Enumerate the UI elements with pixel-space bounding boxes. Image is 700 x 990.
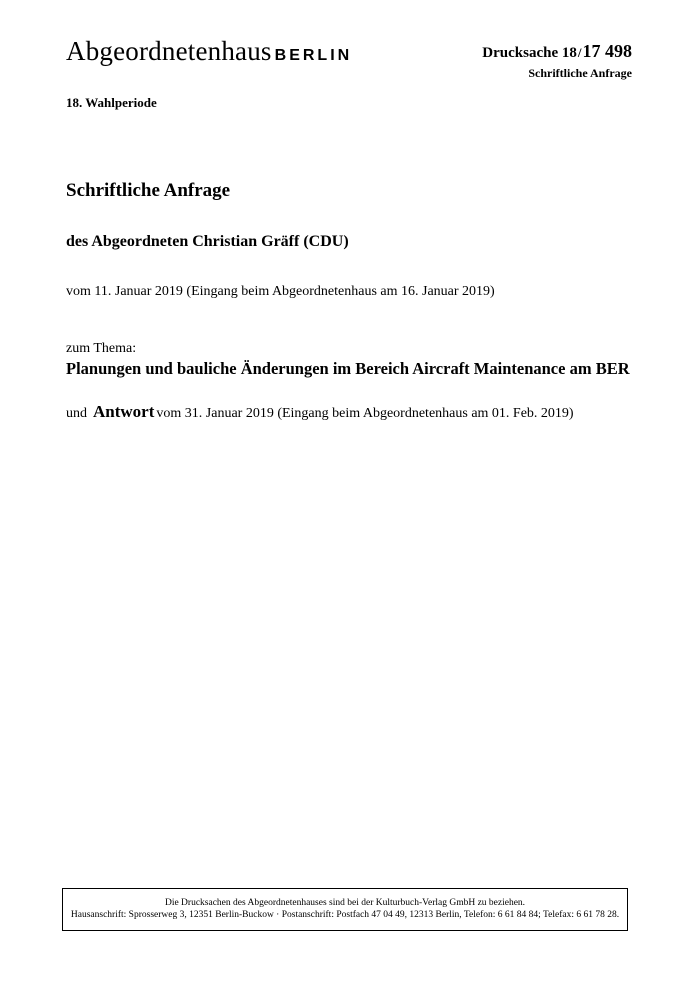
document-number: 17 498 [582, 41, 632, 61]
author-line: des Abgeordneten Christian Gräff (CDU) [66, 233, 349, 250]
answer-line [66, 402, 574, 422]
page-title: Schriftliche Anfrage [66, 180, 231, 201]
answer-word: Antwort [93, 402, 155, 421]
topic-label: zum Thema: [66, 341, 137, 356]
inquiry-date-line: vom 11. Januar 2019 (Eingang beim Abgeordnetenhaus am 16. Januar 2019) [66, 284, 495, 299]
footer-line-2: Hausanschrift: Sprosserweg 3, 12351 Berlin-Buckow · Postanschrift: Postfach 47 04 49, 12313 Berlin, Telefon: 6 61 84 84; Telefax: 6 61 78 28. [70, 910, 620, 920]
answer-date: vom 31. Januar 2019 (Eingang beim Abgeordnetenhaus am 01. Feb. 2019) [156, 406, 574, 421]
legislative-period: 18. Wahlperiode [66, 95, 157, 110]
parliament-logo [66, 38, 352, 65]
document-label: Drucksache 18 [482, 45, 577, 61]
document-type: Schriftliche Anfrage [528, 66, 632, 80]
logo-city: BERLIN [274, 47, 353, 64]
document-reference [482, 42, 632, 61]
document-slash: / [577, 45, 582, 60]
topic-title: Planungen und bauliche Änderungen im Bereich Aircraft Maintenance am BER [66, 359, 630, 378]
footer-line-1: Die Drucksachen des Abgeordnetenhauses sind bei der Kulturbuch-Verlag GmbH zu beziehen. [164, 898, 526, 908]
answer-prefix: und [66, 406, 87, 421]
footer-box [62, 888, 628, 931]
logo-word: Abgeordnetenhaus [66, 36, 272, 66]
